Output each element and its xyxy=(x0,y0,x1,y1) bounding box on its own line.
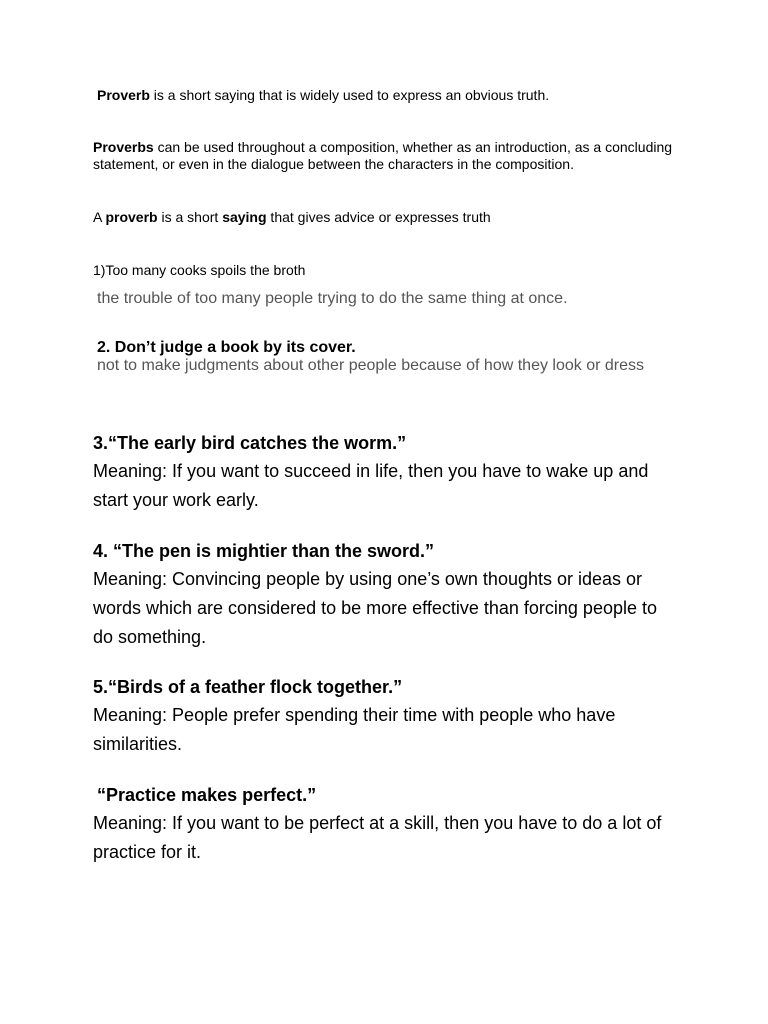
definition-proverbs-usage xyxy=(93,139,673,173)
definition-prefix: A xyxy=(93,209,106,225)
term-saying: saying xyxy=(222,209,267,225)
proverb-meaning: not to make judgments about other people because of how they look or dress xyxy=(97,357,645,374)
proverb-title: 4. “The pen is mightier than the sword.” xyxy=(93,541,435,561)
proverb-title: 2. Don’t judge a book by its cover. xyxy=(97,339,356,356)
definition-middle: is a short xyxy=(157,209,223,225)
proverb-meaning: Meaning: People prefer spending their time with people who have similarities. xyxy=(93,705,616,754)
definition-text: is a short saying that is widely used to express an obvious truth. xyxy=(149,87,550,103)
term-proverb: Proverb xyxy=(97,87,150,103)
definition-proverb-saying xyxy=(93,209,693,226)
proverb-meaning: Meaning: If you want to be perfect at a skill, then you have to do a lot of practice for it. xyxy=(93,813,662,862)
proverb-title: 5.“Birds of a feather flock together.” xyxy=(93,677,403,697)
proverb-meaning: the trouble of too many people trying to do the same thing at once. xyxy=(97,290,568,307)
proverb-meaning: Meaning: Convincing people by using one’s own thoughts or ideas or words which are considered to be more effective than forcing people to do something. xyxy=(93,569,657,647)
proverb-meaning: Meaning: If you want to succeed in life, then you have to wake up and start your work early. xyxy=(93,461,649,510)
definition-text: can be used throughout a composition, whether as an introduction, as a concluding statement, or even in the dialogue between the characters in the composition. xyxy=(93,139,673,172)
definition-proverb xyxy=(97,87,697,104)
term-proverbs: Proverbs xyxy=(93,139,154,155)
proverb-title: “Practice makes perfect.” xyxy=(97,785,317,805)
definition-text: that gives advice or expresses truth xyxy=(266,209,491,225)
proverb-title: 3.“The early bird catches the worm.” xyxy=(93,433,407,453)
term-proverb: proverb xyxy=(105,209,158,225)
proverb-title: 1)Too many cooks spoils the broth xyxy=(93,262,306,278)
